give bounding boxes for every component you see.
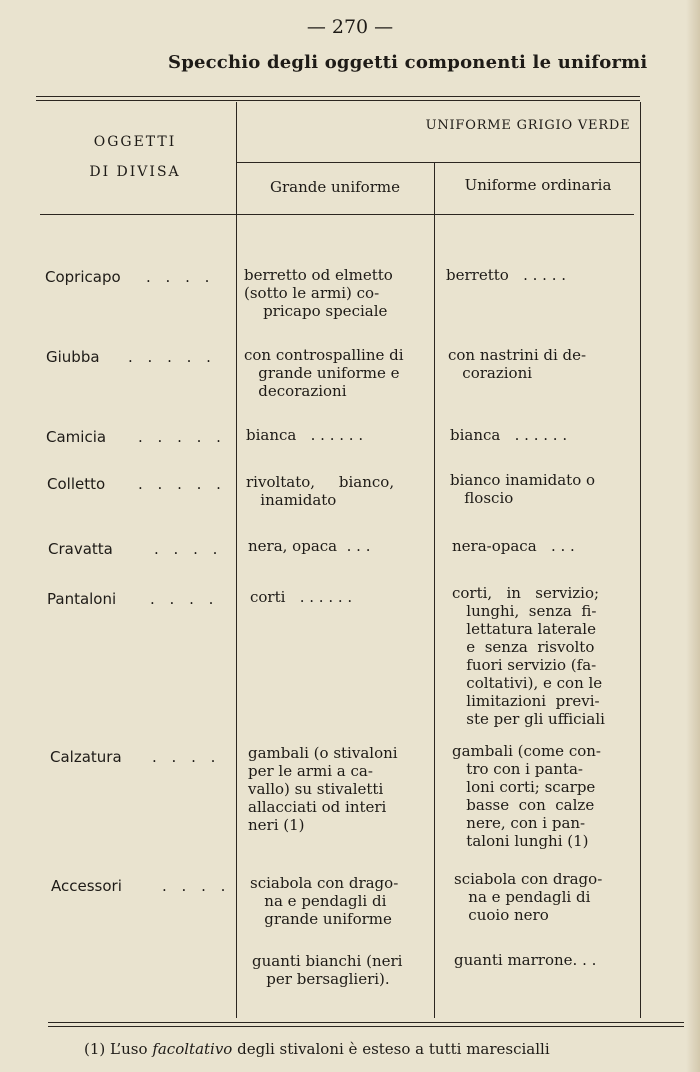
footnote-suffix: degli stivaloni è esteso a tutti marescialli (232, 1040, 550, 1058)
row-label-pantaloni: Pantaloni (47, 590, 117, 608)
footnote-prefix: (1) L’uso (84, 1040, 153, 1058)
table-bottom-rule-2 (48, 1026, 684, 1027)
row-label-cravatta: Cravatta (48, 540, 113, 558)
column-divider-3 (640, 102, 641, 1018)
cell-grande-cravatta: nera, opaca . . . (248, 537, 371, 555)
header-objects-line1: OGGETTI (93, 134, 177, 150)
header-col-grande: Grande uniforme (270, 178, 400, 196)
cell-grande-guanti: guanti bianchi (neri per bersaglieri). (252, 952, 403, 988)
cell-ordinaria-guanti: guanti marrone. . . (454, 951, 597, 969)
row-dots-calzatura: . . . . (152, 748, 221, 766)
cell-grande-accessori: sciabola con drago- na e pendagli di grande uniforme (250, 874, 399, 928)
cell-ordinaria-copricapo: berretto . . . . . (446, 266, 566, 284)
row-label-giubba: Giubba (46, 348, 100, 366)
row-dots-accessori: . . . . (162, 877, 231, 895)
page-edge-shadow (686, 0, 700, 1072)
footnote-italic: facoltativo (152, 1040, 233, 1058)
cell-grande-pantaloni: corti . . . . . . (250, 588, 353, 606)
cell-ordinaria-cravatta: nera-opaca . . . (452, 537, 575, 555)
header-bottom-rule (40, 214, 634, 215)
table-top-rule (36, 96, 640, 97)
cell-grande-colletto: rivoltato, bianco, inamidato (246, 473, 395, 509)
header-uniform-group: UNIFORME GRIGIO VERDE (425, 118, 631, 133)
row-dots-colletto: . . . . . (138, 475, 226, 493)
header-subrule (236, 162, 640, 163)
row-dots-cravatta: . . . . (154, 540, 223, 558)
header-objects-line2: DI DIVISA (89, 164, 181, 180)
row-label-copricapo: Copricapo (45, 268, 121, 286)
row-label-calzatura: Calzatura (50, 748, 122, 766)
cell-grande-calzatura: gambali (o stivaloni per le armi a ca- vallo) su stivaletti allacciati od interi neri (1) (248, 744, 398, 834)
cell-ordinaria-camicia: bianca . . . . . . (450, 426, 568, 444)
cell-ordinaria-giubba: con nastrini di de- corazioni (448, 346, 587, 382)
page-number: — 270 — (306, 16, 394, 38)
cell-ordinaria-colletto: bianco inamidato o floscio (450, 471, 596, 507)
cell-ordinaria-calzatura: gambali (come con- tro con i panta- loni corti; scarpe basse con calze nere, con i pan- taloni lunghi (1) (452, 742, 601, 850)
row-label-camicia: Camicia (46, 428, 107, 446)
row-dots-copricapo: . . . . (146, 268, 215, 286)
table-top-rule-2 (36, 100, 640, 101)
page-title: Specchio degli oggetti componenti le uniformi (168, 52, 648, 73)
row-label-colletto: Colletto (47, 475, 106, 493)
row-label-accessori: Accessori (51, 877, 122, 895)
cell-grande-copricapo: berretto od elmetto (sotto le armi) co- pricapo speciale (244, 266, 393, 320)
cell-grande-giubba: con controspalline di grande uniforme e decorazioni (244, 346, 404, 400)
table-bottom-rule (48, 1022, 684, 1023)
column-divider-1 (236, 102, 237, 1018)
cell-ordinaria-accessori: sciabola con drago- na e pendagli di cuoio nero (454, 870, 603, 924)
column-divider-2 (434, 162, 435, 1018)
header-col-ordinaria: Uniforme ordinaria (464, 176, 612, 194)
cell-ordinaria-pantaloni: corti, in servizio; lunghi, senza fi- lettatura laterale e senza risvolto fuori servizio (fa- coltativi), e con le limitazioni previ- ste per gli ufficiali (452, 584, 605, 728)
row-dots-pantaloni: . . . . (150, 590, 219, 608)
cell-grande-camicia: bianca . . . . . . (246, 426, 364, 444)
row-dots-giubba: . . . . . (128, 348, 216, 366)
row-dots-camicia: . . . . . (138, 428, 226, 446)
footnote (84, 1040, 550, 1058)
